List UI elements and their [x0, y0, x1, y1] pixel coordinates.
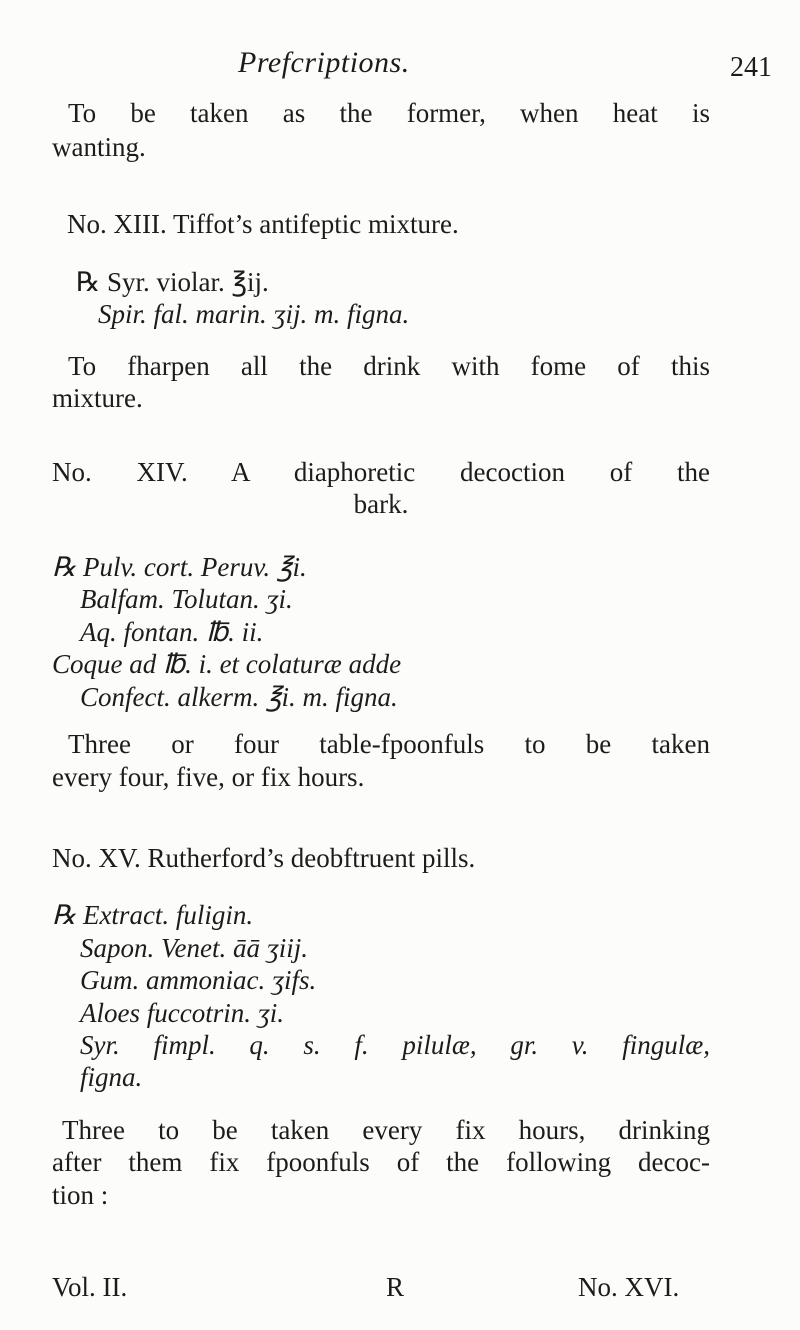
direction-line: Three or four table-fpoonfuls to be taken: [68, 729, 710, 759]
catchword: No. XVI.: [578, 1272, 680, 1302]
prescription-line: Sapon. Venet. āā ʒiij.: [80, 933, 308, 963]
intro-line-2: wanting.: [52, 132, 146, 162]
prescription-line: figna.: [80, 1062, 143, 1092]
section-heading-xiii: No. XIII. Tiffot’s antifeptic mixture.: [67, 209, 459, 239]
prescription-line: Gum. ammoniac. ʒifs.: [80, 965, 317, 995]
prescription-line: Aq. fontan. ℔. ii.: [80, 617, 264, 647]
prescription-line: Aloes fuccotrin. ʒi.: [80, 998, 284, 1028]
direction-line: Three to be taken every fix hours, drinking: [62, 1115, 710, 1145]
section-heading-xv: No. XV. Rutherford’s deobftruent pills.: [52, 843, 476, 873]
prescription-line: ℞ Extract. fuligin.: [52, 900, 254, 930]
intro-line-1: To be taken as the former, when heat is: [68, 98, 710, 128]
prescription-line: ℞ Syr. violar. ℥ij.: [76, 267, 269, 297]
prescription-line: Coque ad ℔. i. et colaturæ adde: [52, 649, 402, 679]
prescription-line: ℞ Pulv. cort. Peruv. ℥i.: [52, 552, 307, 582]
prescription-line: Spir. fal. marin. ʒij. m. figna.: [98, 299, 410, 329]
direction-line: after them fix fpoonfuls of the following decoc-: [52, 1147, 710, 1177]
prescription-line: Confect. alkerm. ℥i. m. figna.: [80, 682, 398, 712]
direction-line: To fharpen all the drink with fome of this: [68, 351, 710, 381]
section-heading-xiv: No. XIV. A diaphoretic decoction of the: [52, 457, 710, 487]
prescription-line: Syr. fimpl. q. s. f. pilulæ, gr. v. fingulæ,: [80, 1030, 710, 1060]
direction-line: tion :: [52, 1180, 109, 1210]
direction-line: every four, five, or fix hours.: [52, 762, 365, 792]
signature-mark: R: [386, 1272, 405, 1302]
volume-mark: Vol. II.: [52, 1272, 128, 1302]
running-title: Prefcriptions.: [238, 46, 410, 79]
direction-line: mixture.: [52, 383, 143, 413]
page-number: 241: [730, 52, 772, 83]
section-heading-xiv-cont: bark.: [353, 489, 409, 519]
prescription-line: Balfam. Tolutan. ʒi.: [80, 584, 293, 614]
